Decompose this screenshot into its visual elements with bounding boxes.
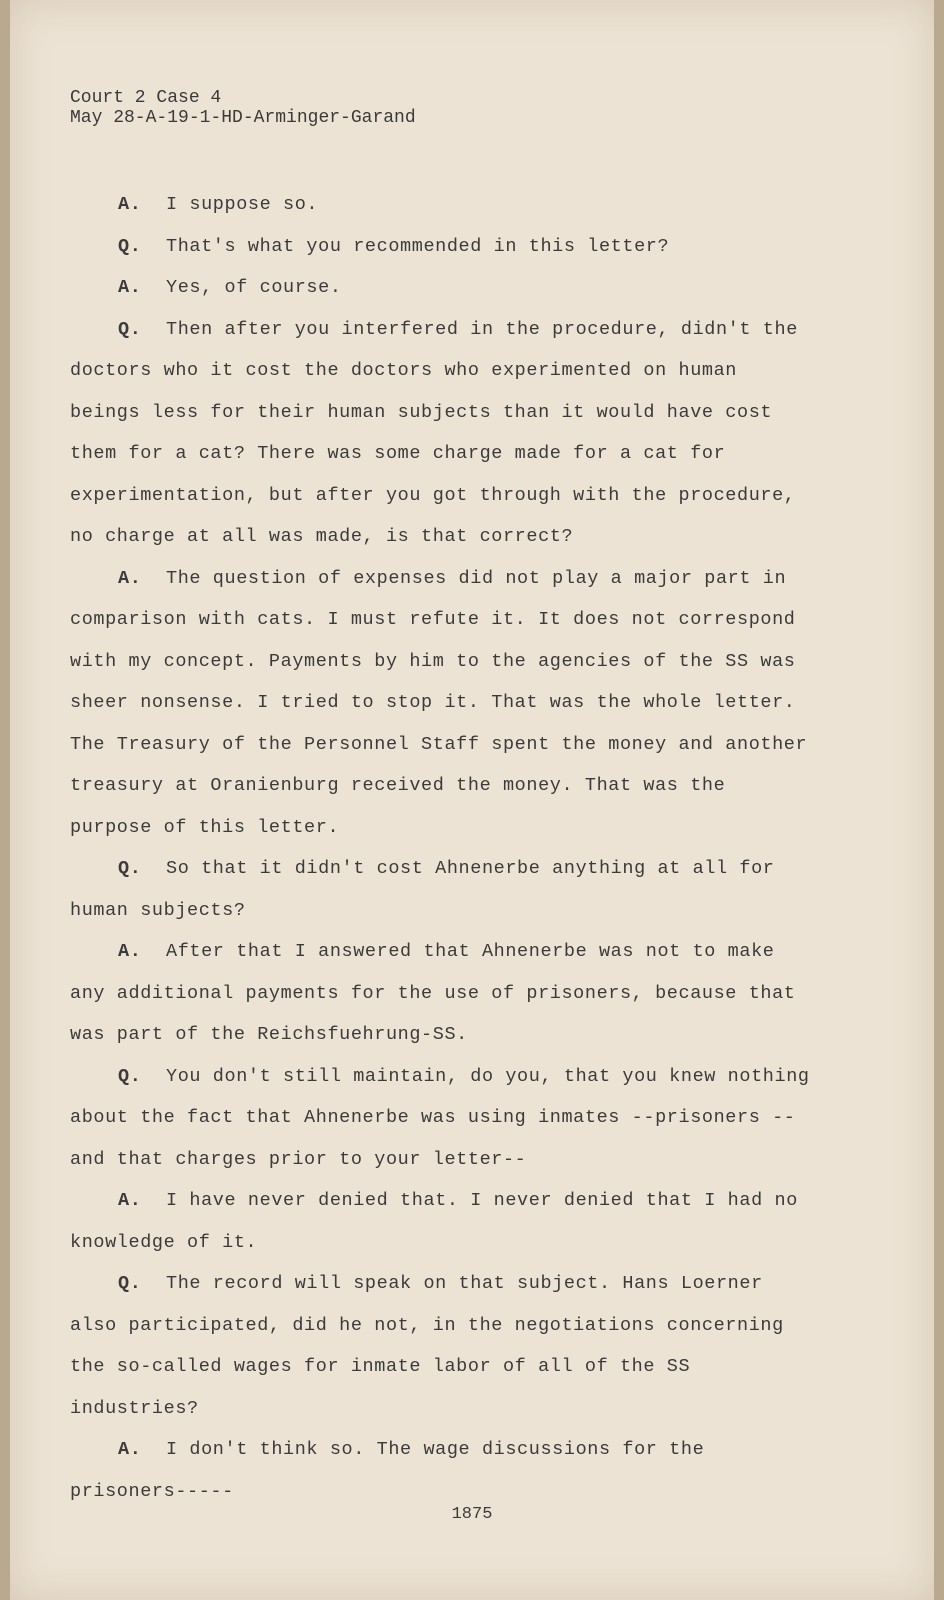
document-page — [10, 0, 934, 1600]
paragraph-text: You don't still maintain, do you, that you knew nothing about the fact that Ahnenerbe was using inmates --prisoners -- and that charges prior to your letter-- — [70, 1065, 810, 1170]
paragraph-text: I don't think so. The wage discussions for the prisoners----- — [70, 1439, 705, 1502]
paragraph-text: I suppose so. — [166, 194, 319, 215]
transcript-paragraph — [70, 1056, 810, 1181]
page-number: 1875 — [451, 1505, 493, 1524]
transcript-paragraph — [70, 848, 810, 931]
transcript-paragraph — [70, 558, 810, 849]
paragraph-text: Yes, of course. — [166, 277, 342, 298]
transcript-paragraph — [70, 1429, 810, 1512]
paragraph-text: The question of expenses did not play a major part in comparison with cats. I must refute it. It does not correspond with my concept. Payments by him to the agencies of the SS was sheer nonsense. I tried to stop it. That was the whole letter. The Treasury of the Personnel Staff spent the money and another treasury at Oranienburg received the money. That was the purpose of this letter. — [70, 567, 808, 838]
transcript-paragraph — [70, 226, 810, 268]
speaker-label: A. — [118, 1190, 142, 1211]
transcript-body — [70, 184, 810, 1512]
speaker-label: Q. — [118, 1065, 142, 1087]
speaker-label: A. — [118, 567, 142, 589]
transcript-paragraph — [70, 1180, 810, 1263]
transcript-paragraph — [70, 1263, 810, 1429]
speaker-label: A. — [118, 1439, 142, 1460]
speaker-label: Q. — [118, 318, 142, 340]
document-header — [70, 88, 416, 128]
paragraph-text: The record will speak on that subject. Hans Loerner also participated, did he not, in the negotiations concerning the so-called wages for inmate labor of all of the SS industries? — [70, 1273, 784, 1419]
paragraph-text: After that I answered that Ahnenerbe was not to make any additional payments for the use of prisoners, because that was part of the Reichsfuehrung-SS. — [70, 941, 796, 1045]
speaker-label: A. — [118, 277, 142, 298]
paragraph-text: Then after you interfered in the procedure, didn't the doctors who it cost the doctors who experimented on human beings less for their human subjects than it would have cost them for a cat? There was some charge made for a cat for experimentation, but after you got through with the procedure, no charge at all was made, is that correct? — [70, 318, 798, 547]
speaker-label: Q. — [118, 858, 142, 879]
paragraph-text: That's what you recommended in this letter? — [166, 235, 670, 257]
speaker-label: A. — [118, 194, 142, 215]
paragraph-text: I have never denied that. I never denied that I had no knowledge of it. — [70, 1190, 798, 1253]
speaker-label: Q. — [118, 235, 142, 257]
header-reference: May 28-A-19-1-HD-Arminger-Garand — [70, 108, 416, 128]
paragraph-text: So that it didn't cost Ahnenerbe anything at all for human subjects? — [70, 858, 775, 921]
speaker-label: A. — [118, 941, 142, 962]
header-court-case: Court 2 Case 4 — [70, 88, 222, 108]
transcript-paragraph — [70, 184, 810, 226]
transcript-paragraph — [70, 309, 810, 558]
speaker-label: Q. — [118, 1273, 142, 1294]
transcript-paragraph — [70, 931, 810, 1056]
transcript-paragraph — [70, 267, 810, 309]
